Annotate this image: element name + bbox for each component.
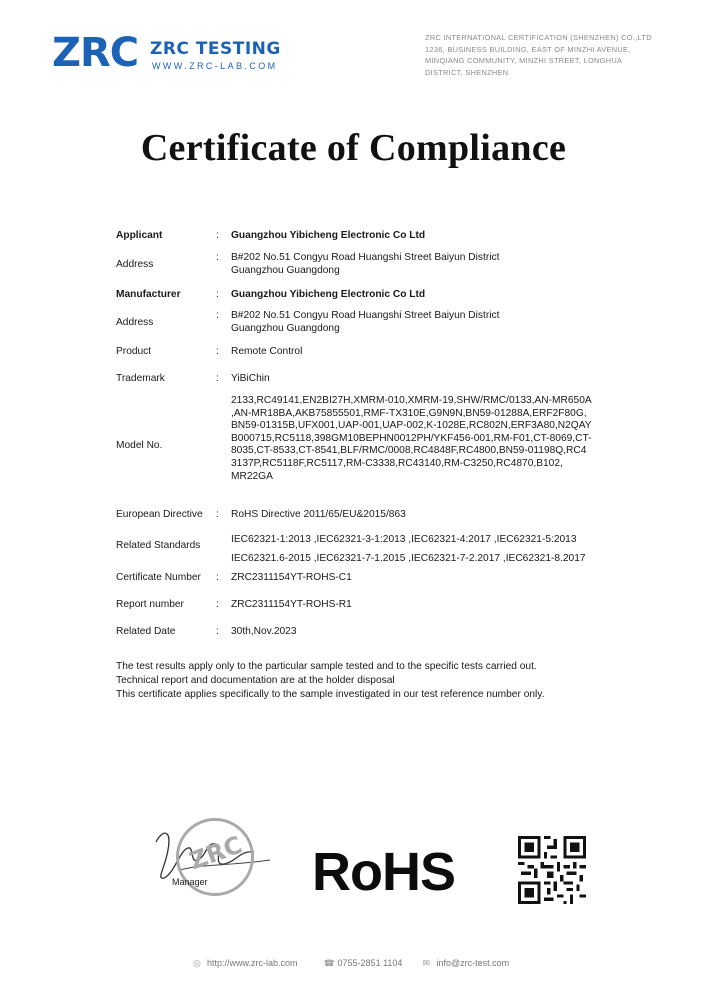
european-directive-label: European Directive xyxy=(116,509,203,520)
related-date-row xyxy=(116,626,606,639)
applicant-value: Guangzhou Yibicheng Electronic Co Ltd xyxy=(231,230,426,241)
brand-url: WWW.ZRC-LAB.COM xyxy=(152,61,278,71)
model-number-line: ,AN-MR18BA,AKB75855501,RMF-TX310E,G9N9N,BN59-01288A,ERF2F80G, xyxy=(231,407,587,419)
manufacturer-address-row xyxy=(116,310,606,335)
applicant-address-label: Address xyxy=(116,259,154,270)
model-number-row xyxy=(116,395,606,483)
report-number-label: Report number xyxy=(116,599,184,610)
globe-icon: ◎ xyxy=(193,958,201,968)
european-directive-value: RoHS Directive 2011/65/EU&2015/863 xyxy=(231,509,406,520)
applicant-address-line2: Guangzhou Guangdong xyxy=(231,264,340,276)
model-number-line: 3137P,RC5118F,RC5117,RM-C3338,RC43140,RM-C3250,RC4870,B102, xyxy=(231,457,563,469)
applicant-address-line1: B#202 No.51 Congyu Road Huangshi Street Baiyun District xyxy=(231,252,500,263)
certificate-number-label: Certificate Number xyxy=(116,572,201,583)
model-number-line: MR22GA xyxy=(231,470,273,482)
footer-contacts xyxy=(193,958,509,968)
phone-icon: ☎ xyxy=(323,958,335,968)
manufacturer-address-label: Address xyxy=(116,317,154,328)
model-number-line: 2133,RC49141,EN2BI27H,XMRM-010,XMRM-19,SHW/RMC/0133,AN-MR650A xyxy=(231,395,592,406)
applicant-label: Applicant xyxy=(116,230,163,241)
manufacturer-address-line2: Guangzhou Guangdong xyxy=(231,322,340,334)
related-date-label: Related Date xyxy=(116,626,176,637)
trademark-value: YiBiChin xyxy=(231,373,270,384)
note-line: The test results apply only to the particular sample tested and to the specific tests carried out. xyxy=(116,661,537,672)
rohs-mark: RoHS xyxy=(312,842,455,902)
address-line: 1236, BUSINESS BUILDING, EAST OF MINZHI AVENUE, xyxy=(425,44,631,54)
note-line: Technical report and documentation are at the holder disposal xyxy=(116,674,395,686)
colon: : xyxy=(216,572,219,583)
company-logo xyxy=(52,30,292,79)
product-value: Remote Control xyxy=(231,346,303,357)
model-number-line: 8035,CT-8533,CT-8541,BLF/RMC/0008,RC4848F,RC4800,BN59-01198Q,RC4 xyxy=(231,445,587,457)
logo-letters: ZRC xyxy=(52,30,139,76)
footer-phone: 0755-2851 1104 xyxy=(337,958,403,968)
colon: : xyxy=(216,509,219,520)
qr-code-icon xyxy=(518,836,586,904)
related-standards-line2: IEC62321.6-2015 ,IEC62321-7-1.2015 ,IEC62321-7-2.2017 ,IEC62321-8.2017 xyxy=(231,553,586,564)
related-date-value: 30th,Nov.2023 xyxy=(231,626,297,637)
address-line: DISTRICT, SHENZHEN xyxy=(425,67,509,77)
related-standards-line1: IEC62321-1:2013 ,IEC62321-3-1:2013 ,IEC62321-4:2017 ,IEC62321-5:2013 xyxy=(231,534,577,545)
product-row xyxy=(116,346,606,359)
applicant-address-row xyxy=(116,252,606,277)
colon: : xyxy=(216,626,219,637)
european-directive-row xyxy=(116,509,606,522)
stamp-text: ZRC xyxy=(185,830,246,876)
model-number-line: BN59-01315B,UFX001,UAP-001,UAP-002,K-1028E,RC802N,ERF3A80,N2QAY xyxy=(231,420,592,432)
report-number-row xyxy=(116,599,606,612)
related-standards-row xyxy=(116,530,606,568)
note-line: This certificate applies specifically to the sample investigated in our test reference number only. xyxy=(116,688,545,700)
address-line: MINQIANG COMMUNITY, MINZHI STREET, LONGHUA xyxy=(425,56,623,65)
footer-website[interactable]: http://www.zrc-lab.com xyxy=(207,958,298,968)
trademark-row xyxy=(116,373,606,386)
model-number-line: B000715,RC5118,398GM10BEPHN0012PH/YKF456-001,RM-F01,CT-8069,CT- xyxy=(231,432,592,444)
colon: : xyxy=(216,230,219,241)
certificate-number-row xyxy=(116,572,606,585)
certificate-notes xyxy=(116,660,586,701)
colon: : xyxy=(216,310,219,321)
trademark-label: Trademark xyxy=(116,373,165,384)
colon: : xyxy=(216,346,219,357)
certificate-number-value: ZRC2311154YT-ROHS-C1 xyxy=(231,572,352,583)
manufacturer-label: Manufacturer xyxy=(116,289,181,300)
email-icon: ✉ xyxy=(422,958,430,968)
colon: : xyxy=(216,252,219,263)
applicant-row xyxy=(116,230,425,243)
address-line: ZRC INTERNATIONAL CERTIFICATION (SHENZHEN) CO.,LTD xyxy=(425,33,652,42)
model-number-label: Model No. xyxy=(116,440,163,451)
certificate-title: Certificate of Compliance xyxy=(140,127,567,169)
manufacturer-value: Guangzhou Yibicheng Electronic Co Ltd xyxy=(231,289,426,300)
colon: : xyxy=(216,289,219,300)
colon: : xyxy=(216,373,219,384)
manager-label: Manager xyxy=(172,877,208,887)
related-standards-label: Related Standards xyxy=(116,540,201,551)
product-label: Product xyxy=(116,346,152,357)
manufacturer-address-line1: B#202 No.51 Congyu Road Huangshi Street Baiyun District xyxy=(231,310,500,321)
manufacturer-row xyxy=(116,289,606,302)
report-number-value: ZRC2311154YT-ROHS-R1 xyxy=(231,599,352,610)
brand-title: ZRC TESTING xyxy=(150,39,281,59)
colon: : xyxy=(216,599,219,610)
footer-email[interactable]: info@zrc-test.com xyxy=(436,958,510,968)
company-address xyxy=(425,32,653,78)
